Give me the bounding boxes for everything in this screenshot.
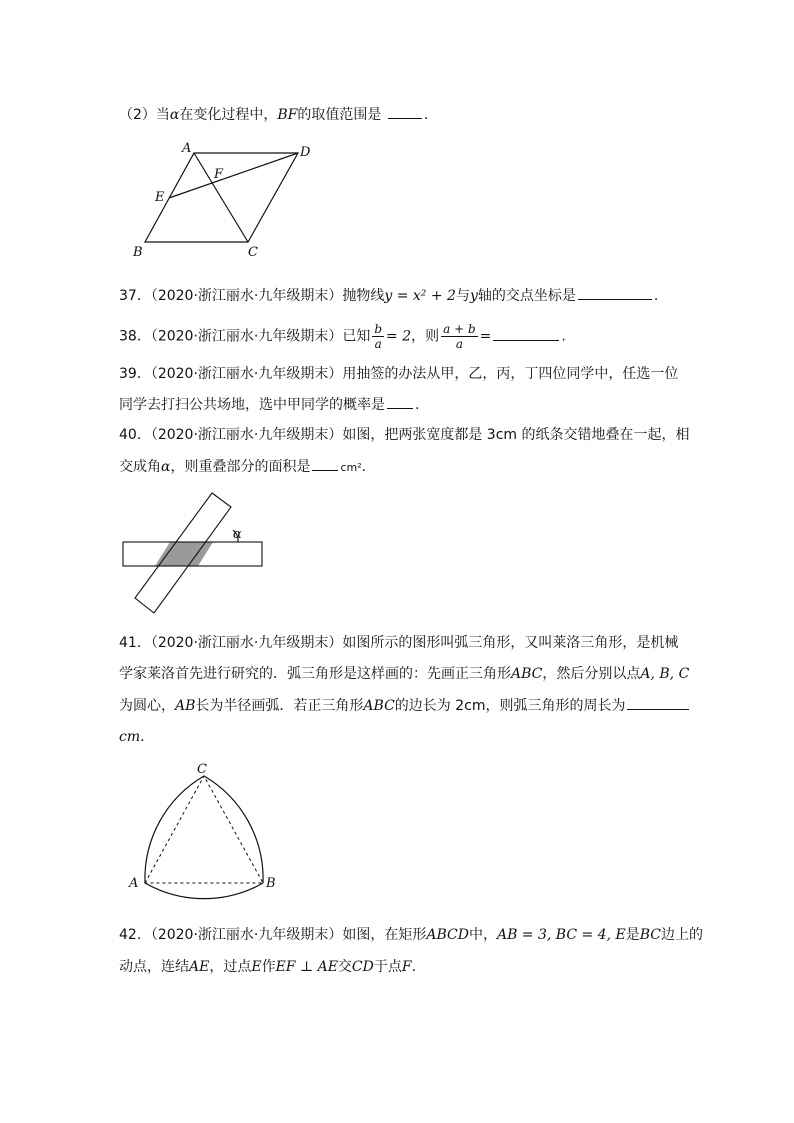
q36-text: 在变化过程中， [179, 107, 278, 123]
q36-bf: BF [277, 107, 298, 123]
figure-reuleaux-triangle [120, 760, 290, 895]
q41-line4: cm. [119, 729, 145, 745]
fraction-a-plus-b-over-a: $\frac{a + b}{a}$ [443, 322, 476, 351]
q37-formula: y = x² + 2 [384, 288, 456, 304]
q36-text: （2）当 [119, 107, 170, 123]
label-E: E [155, 190, 165, 205]
q36-line: （2）当α在变化过程中，BF的取值范围是 . [119, 104, 428, 125]
q36-alpha: α [169, 107, 180, 123]
q41-line2: 学家莱洛首先进行研究的．弧三角形是这样画的：先画正三角形ABC，然后分别以点A, B, C [119, 666, 690, 682]
answer-blank[interactable] [493, 326, 559, 341]
label-D: D [300, 145, 311, 160]
label-B: B [133, 245, 143, 260]
answer-blank[interactable] [388, 104, 422, 119]
figure-parallelogram [128, 140, 328, 265]
q37-line: 37．（2020·浙江丽水·九年级期末）抛物线y = x² + 2与y轴的交点坐标是 . [119, 285, 658, 306]
answer-blank[interactable] [627, 695, 689, 710]
label-C: C [248, 245, 258, 260]
answer-blank[interactable] [578, 285, 652, 300]
label-A: A [129, 876, 139, 891]
q40-line1: 40．（2020·浙江丽水·九年级期末）如图，把两张宽度都是 3cm 的纸条交错地叠在一起，相 [119, 427, 690, 443]
label-A: A [182, 141, 192, 156]
q41-line3: 为圆心，AB长为半径画弧．若正三角形ABC的边长为 2cm，则弧三角形的周长为 [119, 695, 691, 716]
q42-line1: 42．（2020·浙江丽水·九年级期末）如图，在矩形ABCD中，AB = 3, BC = 4, E是BC边上的 [119, 927, 703, 943]
q36-text: 的取值范围是 [297, 107, 382, 123]
fraction-b-over-a: $\frac{b}{a}$ [374, 322, 383, 351]
answer-blank[interactable] [387, 394, 413, 409]
q39-line2: 同学去打扫公共场地，选中甲同学的概率是 . [119, 394, 419, 415]
q42-line2: 动点，连结AE，过点E作EF ⊥ AE交CD于点F. [119, 959, 417, 975]
label-B: B [266, 876, 276, 891]
figure-crossing-strips [118, 490, 278, 620]
q39-line1: 39．（2020·浙江丽水·九年级期末）用抽签的办法从甲，乙，丙，丁四位同学中，任选一位 [119, 366, 679, 382]
label-alpha: α [233, 527, 242, 542]
label-F: F [214, 167, 224, 182]
label-C: C [197, 762, 207, 777]
q40-line2: 交成角α，则重叠部分的面积是 cm². [119, 456, 366, 478]
answer-blank[interactable] [312, 456, 338, 471]
q38-line: 38．（2020·浙江丽水·九年级期末）已知 $\frac{b}{a}$ = 2，则 $\frac{a + b}{a}$ = . [119, 322, 566, 351]
q41-line1: 41．（2020·浙江丽水·九年级期末）如图所示的图形叫弧三角形，又叫莱洛三角形，是机械 [119, 635, 679, 651]
